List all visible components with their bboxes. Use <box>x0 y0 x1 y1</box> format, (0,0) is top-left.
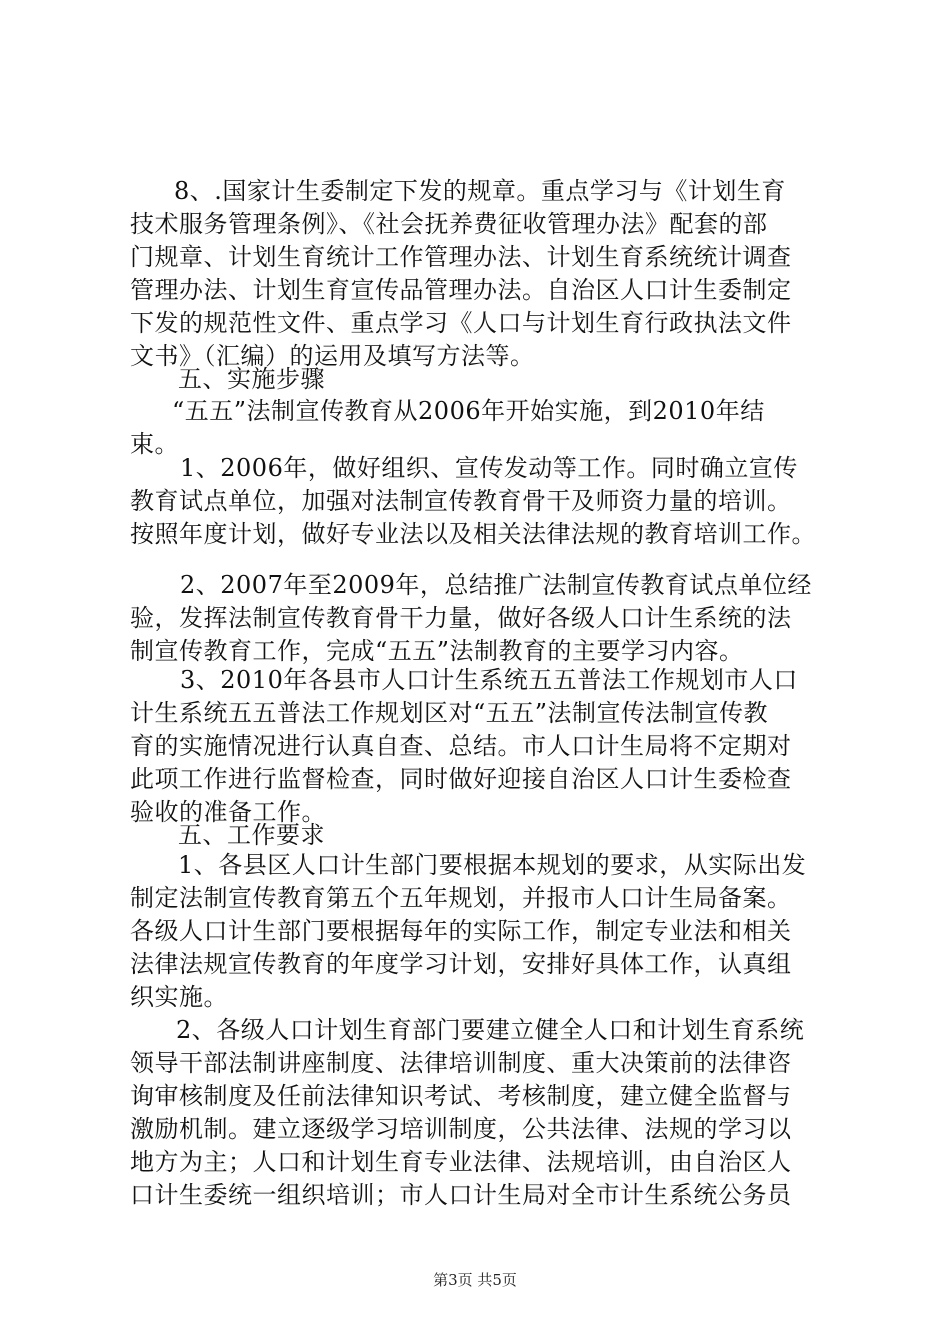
body-line: 验，发挥法制宣传教育骨干力量，做好各级人口计生系统的法 <box>130 604 792 632</box>
body-line: 织实施。 <box>130 983 228 1011</box>
body-line: 制宣传教育工作，完成“五五”法制教育的主要学习内容。 <box>130 637 744 665</box>
body-line: 领导干部法制讲座制度、法律培训制度、重大决策前的法律咨 <box>130 1049 792 1077</box>
body-line: 1、2006年，做好组织、宣传发动等工作。同时确立宣传 <box>180 454 798 482</box>
section-heading: 五、工作要求 <box>178 821 325 849</box>
body-line: 门规章、计划生育统计工作管理办法、计划生育系统统计调查 <box>130 243 792 271</box>
body-line: 2、各级人口计划生育部门要建立健全人口和计划生育系统 <box>176 1016 805 1044</box>
body-line: 地方为主；人口和计划生育专业法律、法规培训，由自治区人 <box>130 1148 792 1176</box>
body-line: 激励机制。建立逐级学习培训制度，公共法律、法规的学习以 <box>130 1115 792 1143</box>
body-line: 询审核制度及任前法律知识考试、考核制度，建立健全监督与 <box>130 1082 792 1110</box>
body-line: 2、2007年至2009年，总结推广法制宣传教育试点单位经 <box>180 571 812 599</box>
body-line: 文书》（汇编）的运用及填写方法等。 <box>130 342 535 370</box>
body-line: “五五”法制宣传教育从2006年开始实施，到2010年结 <box>172 397 765 425</box>
body-line: 技术服务管理条例》、《社会抚养费征收管理办法》配套的部 <box>130 210 768 238</box>
body-line: 此项工作进行监督检查，同时做好迎接自治区人口计生委检查 <box>130 765 792 793</box>
body-line: 验收的准备工作。 <box>130 798 326 826</box>
body-line: 计生系统五五普法工作规划区对“五五”法制宣传法制宣传教 <box>130 699 769 727</box>
body-line: 下发的规范性文件、重点学习《人口与计划生育行政执法文件 <box>130 309 792 337</box>
body-line: 按照年度计划，做好专业法以及相关法律法规的教育培训工作。 <box>130 520 816 548</box>
body-line: 管理办法、计划生育宣传品管理办法。自治区人口计生委制定 <box>130 276 792 304</box>
body-line: 1、各县区人口计生部门要根据本规划的要求，从实际出发 <box>178 851 807 879</box>
body-line: 各级人口计生部门要根据每年的实际工作，制定专业法和相关 <box>130 917 792 945</box>
body-line: 教育试点单位，加强对法制宣传教育骨干及师资力量的培训。 <box>130 487 792 515</box>
section-heading: 五、实施步骤 <box>178 365 325 393</box>
body-line: 3、2010年各县市人口计生系统五五普法工作规划市人口 <box>180 666 798 694</box>
body-line: 育的实施情况进行认真自查、总结。市人口计生局将不定期对 <box>130 732 792 760</box>
body-line: 法律法规宣传教育的年度学习计划，安排好具体工作，认真组 <box>130 950 792 978</box>
body-line: 束。 <box>130 430 179 458</box>
body-line: 8、.国家计生委制定下发的规章。重点学习与《计划生育 <box>174 177 786 205</box>
body-line: 制定法制宣传教育第五个五年规划，并报市人口计生局备案。 <box>130 884 792 912</box>
body-line: 口计生委统一组织培训；市人口计生局对全市计生系统公务员 <box>130 1181 792 1209</box>
page-number-footer: 第3页 共5页 <box>433 1271 517 1289</box>
